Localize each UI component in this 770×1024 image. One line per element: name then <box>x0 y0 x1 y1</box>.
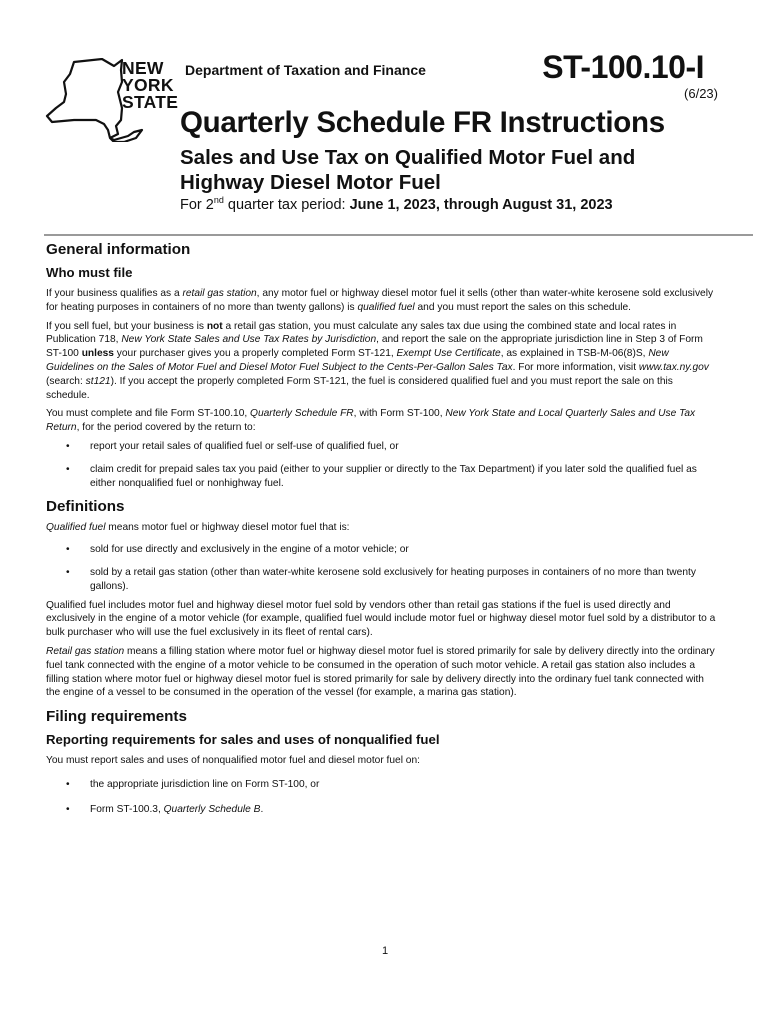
reporting-list <box>46 778 716 817</box>
section-heading-definitions: Definitions <box>46 498 125 516</box>
definition-retail-gas-station: Retail gas station means a filling station where motor fuel or highway diesel motor fuel is stored primarily for sale by delivery directly into the ordinary fuel tank connected with the engine of a motor vehicle to be consumed in the operation of such motor vehicle. A retail gas station also includes a filling station where motor fuel or highway diesel motor fuel is stored primarily for sale by delivery directly into the ordinary fuel tank connected with the engine of a vessel to be consumed in the operation of the vessel (for example, a marina gas station). <box>46 645 715 699</box>
paragraph-complete-file: You must complete and file Form ST-100.10, Quarterly Schedule FR, with Form ST-100, New York State and Local Quarterly Sales and Use Tax Return, for the period covered by the return to: <box>46 408 696 434</box>
tax-period: For 2nd quarter tax period: June 1, 2023, through August 31, 2023 <box>180 195 613 213</box>
paragraph-retail-gas-station: If your business qualifies as a retail gas station, any motor fuel or highway diesel motor fuel it sells (other than water-white kerosene sold exclusively for heating purposes in containers of no more than twenty gallons) is qualified fuel and you must report the sales on this schedule. <box>46 288 714 313</box>
subheading-who-must-file: Who must file <box>46 265 133 280</box>
section-heading-general: General information <box>46 241 191 258</box>
list-item: • sold for use directly and exclusively in the engine of a motor vehicle; or <box>66 544 409 556</box>
list-item: • Form ST-100.3, Quarterly Schedule B. <box>66 803 264 815</box>
section-heading-filing: Filing requirements <box>46 708 187 726</box>
website-link[interactable]: www.tax.ny.gov <box>638 361 709 373</box>
form-number: ST-100.10-I <box>542 49 704 85</box>
qualified-fuel-list <box>46 543 716 593</box>
list-item: • claim credit for prepaid sales tax you paid (either to your supplier or directly to the Tax Department) if you later sold the qualified fuel as either nonqualified fuel or nonhighway fuel. <box>66 463 697 489</box>
page-title: Quarterly Schedule FR Instructions <box>180 106 665 139</box>
file-purpose-list <box>46 440 716 490</box>
revision-date: (6/23) <box>684 86 718 101</box>
page-number: 1 <box>381 945 389 957</box>
paragraph-not-retail: If you sell fuel, but your business is not a retail gas station, you must calculate any sales tax due using the combined state and local rates in Publication 718, New York State Sales and Use Tax Rates by Jurisdiction, and report the sale on the appropriate jurisdiction line in Step 3 of Form ST-100 unless your purchaser gives you a properly completed Form ST-121, Exempt Use Certificate, as explained in TSB-M-06(8)S, New Guidelines on the Sales of Motor Fuel and Diesel Motor Fuel Subject to the Cents-Per-Gallon Sales Tax. For more information, visit www.tax.ny.gov (search: st121). If you accept the properly completed Form ST-121, the fuel is considered qualified fuel and you must report the sale on this schedule. <box>46 320 709 401</box>
header-divider <box>44 234 753 236</box>
department-name: Department of Taxation and Finance <box>185 62 426 78</box>
list-item: • the appropriate jurisdiction line on Form ST-100, or <box>66 778 320 790</box>
page-subtitle: Sales and Use Tax on Qualified Motor Fuel and Highway Diesel Motor Fuel <box>180 146 636 194</box>
list-item: • sold by a retail gas station (other than water-white kerosene sold exclusively for heating purposes in containers of no more than twenty gallons). <box>66 566 696 592</box>
definition-qualified-fuel: Qualified fuel means motor fuel or highway diesel motor fuel that is: <box>46 522 350 534</box>
list-item: • report your retail sales of qualified fuel or self-use of qualified fuel, or <box>66 440 399 452</box>
paragraph-qualified-includes: Qualified fuel includes motor fuel and highway diesel motor fuel sold by vendors other than retail gas stations if the fuel is used directly and exclusively in the engine of a motor vehicle (for example, qualified fuel would include motor fuel or highway diesel motor fuel sold by a distributor to a bulk purchaser who will use the fuel exclusively in its fleet of rental cars). <box>46 599 716 639</box>
paragraph-report-nonqualified: You must report sales and uses of nonqualified motor fuel and diesel motor fuel on: <box>46 755 420 767</box>
instructions-body <box>46 241 716 817</box>
logo-wordmark: NEW YORK STATE <box>122 58 179 112</box>
subheading-reporting-requirements: Reporting requirements for sales and uses of nonqualified fuel <box>46 732 440 748</box>
